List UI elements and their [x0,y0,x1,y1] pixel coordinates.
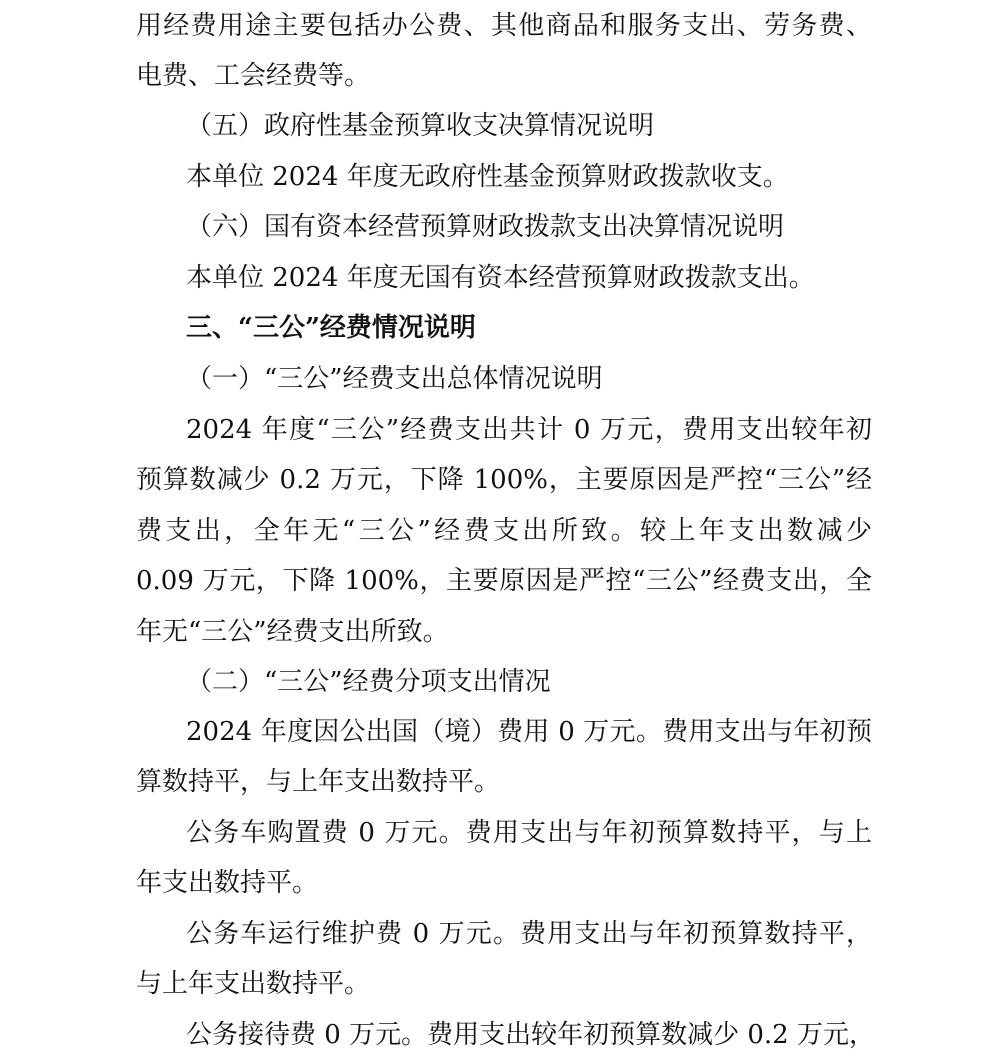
body-text: 本单位 2024 年度无国有资本经营预算财政拨款支出。 [186,263,815,293]
body-text-line [0,712,1000,752]
body-text-line [0,863,1000,903]
body-text: 0.09 万元，下降 100%，主要原因是严控“三公”经费支出，全 [136,566,872,596]
body-text: 算数持平，与上年支出数持平。 [136,767,501,797]
section-heading: （一）“三公”经费支出总体情况说明 [186,364,603,394]
body-text: 公务车运行维护费 0 万元。费用支出与年初预算数持平， [186,919,872,949]
body-text: 公务接待费 0 万元。费用支出较年初预算数减少 0.2 万元， [186,1020,875,1050]
section-heading-line [0,662,1000,702]
body-text: 费支出，全年无“三公”经费支出所致。较上年支出数减少 [136,516,872,546]
chapter-heading-line [0,308,1000,348]
section-heading: （六）国有资本经营预算财政拨款支出决算情况说明 [186,212,785,242]
body-text-line [0,561,1000,601]
body-text: 本单位 2024 年度无政府性基金预算财政拨款收支。 [186,162,789,192]
body-text-line [0,6,1000,46]
section-heading: （五）政府性基金预算收支决算情况说明 [186,111,655,141]
body-text-line [0,157,1000,197]
body-text-line [0,813,1000,853]
body-text-line [0,56,1000,96]
chapter-heading: 三、“三公”经费情况说明 [186,313,476,343]
body-text-line [0,1015,1000,1055]
section-heading-line [0,359,1000,399]
body-text-line [0,410,1000,450]
body-text-line [0,511,1000,551]
body-text-line [0,964,1000,1004]
body-text-line [0,258,1000,298]
body-text-line [0,762,1000,802]
body-text: 2024 年度因公出国（境）费用 0 万元。费用支出与年初预 [186,717,872,747]
body-text: 与上年支出数持平。 [136,969,371,999]
body-text: 年无“三公”经费支出所致。 [136,617,449,647]
body-text: 用经费用途主要包括办公费、其他商品和服务支出、劳务费、 [136,11,872,41]
body-text-line [0,612,1000,652]
section-heading: （二）“三公”经费分项支出情况 [186,667,551,697]
section-heading-line [0,207,1000,247]
body-text: 公务车购置费 0 万元。费用支出与年初预算数持平，与上 [186,818,872,848]
section-heading-line [0,106,1000,146]
body-text-line [0,460,1000,500]
body-text-line [0,914,1000,954]
body-text: 电费、工会经费等。 [136,61,371,91]
body-text: 预算数减少 0.2 万元，下降 100%，主要原因是严控“三公”经 [136,465,872,495]
body-text: 2024 年度“三公”经费支出共计 0 万元，费用支出较年初 [186,415,872,445]
body-text: 年支出数持平。 [136,868,319,898]
